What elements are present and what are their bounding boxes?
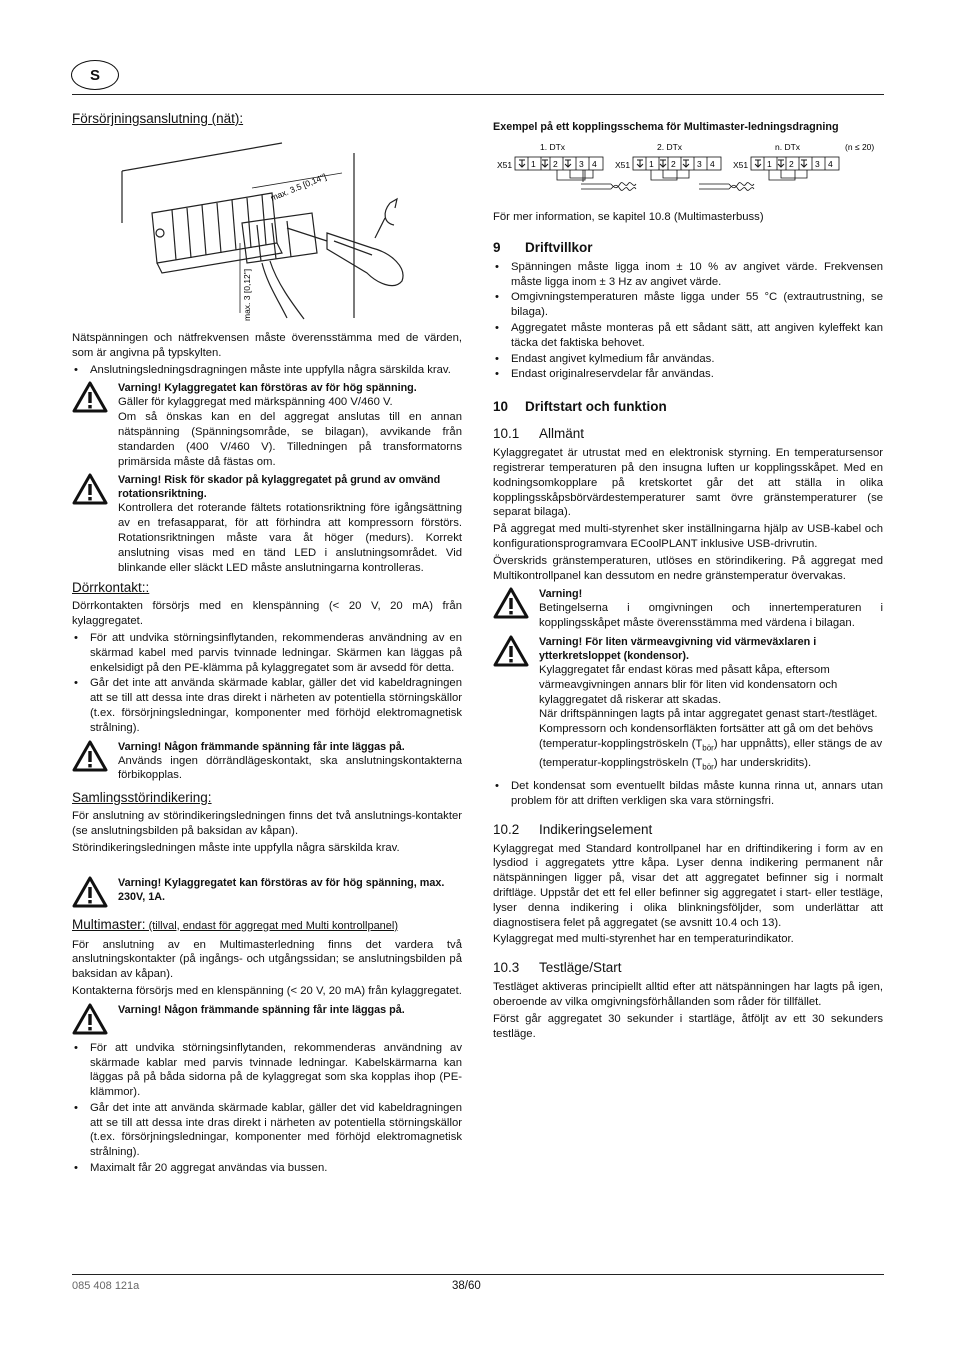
header-rule: [72, 94, 884, 95]
section-10-2-heading: [493, 821, 883, 838]
page-number: 38/60: [452, 1280, 481, 1292]
example-title: Exempel på ett kopplingsschema för Multimaster-ledningsdragning: [493, 121, 839, 133]
list-item: • Endast angivet kylmedium får användas.: [493, 352, 883, 367]
warning-triangle-icon: [493, 587, 529, 619]
section-title: Indikeringselement: [539, 821, 653, 837]
x51-label: X51: [733, 160, 749, 170]
section-number: 10.2: [493, 821, 520, 837]
warning-high-voltage: [72, 381, 462, 469]
power-heading: Försörjningsanslutning (nät):: [72, 111, 244, 126]
warning-triangle-icon: [493, 635, 529, 667]
terminal-figure: [72, 133, 462, 323]
pin-label: 1: [531, 159, 536, 169]
unit-label: 2. DTx: [657, 142, 683, 152]
power-paragraph: Nätspänningen och nätfrekvensen måste överensstämma med de värden, som är angivna på typskylten.: [72, 332, 462, 359]
list-item: • Spänningen måste ligga inom ± 10 % av angivet värde. Frekvensen måste ligga inom ± 3 Hz av angivet värde.: [493, 260, 883, 290]
warning-triangle-icon: [72, 473, 108, 505]
warning-title: Varning! Någon främmande spänning får inte läggas på.: [118, 1003, 405, 1016]
section-title: Driftstart och funktion: [525, 399, 667, 415]
paragraph: Först går aggregatet 30 sekunder i startläge, åtföljt av ett 30 sekunders testläge.: [493, 1012, 883, 1040]
x51-label: X51: [615, 160, 631, 170]
paragraph: Kylaggregatet är utrustat med en elektronisk styrning. En temperatursensor registrerar temperaturen på den insugna luften ur kopplingsskåpet. Med en kodningsomkopplare på kretskortet går det att ställa in olika kopplingsskåpsbörvärdestemperaturer samt övre gränstemperaturer (se separat bilaga).: [493, 447, 883, 519]
pin-label: 1: [649, 159, 654, 169]
multimaster-list: [72, 1041, 462, 1176]
warning-foreign-voltage-2: [72, 1003, 462, 1037]
list-item: • För att undvika störningsinflytanden, rekommenderas användning av en skärmad kabel med parvis tvinnade ledningar. Skärmen kan läggas på enkelsidigt på den PE-klämma på kylaggregatet som är avsedd för detta.: [72, 631, 462, 675]
section-number: 10: [493, 399, 509, 415]
dimension-label-side: max. 3 [0,12"]: [242, 268, 252, 321]
paragraph: Överskrids gränstemperaturen, utlöses en störindikering. På aggregat med Multikontrollpanel kan dessutom en nedre gränstemperatur övervakas.: [493, 554, 883, 582]
warning-text: Om så önskas kan en del aggregat anslutas till en annan nätspänning (Spänningsområde, se bilagan), avvikande från standarden (400 V/460 V). Tilledningen på transformatorns primärsida måste då fästas om.: [118, 411, 462, 468]
unit-label: 1. DTx: [540, 142, 566, 152]
fault-paragraph: För anslutning av störindikeringsledningen finns det två anslutnings-kontakter (se anslutningsbilden på baksidan av kåpan).: [72, 810, 462, 837]
warning-text: [539, 707, 883, 775]
warning-triangle-icon: [72, 740, 108, 772]
warning-triangle-icon: [72, 1003, 108, 1035]
warning-fault-voltage: [72, 876, 462, 910]
warning-text: Kontrollera det roterande fältets rotationsriktning före igångsättning av en trefasapparat, för att förhindra att kompressorn förstörs. Rotationsriktningen måste vara åt höger (medurs). Korrekt anslutning visas med en tänd LED i anslutningsområdet. Vid blinkande eller släckt LED måste anslutningarna kontrolleras.: [118, 502, 462, 574]
list-item: • Maximalt får 20 aggregat användas via bussen.: [72, 1161, 462, 1176]
section-number: 9: [493, 239, 501, 255]
pin-label: 1: [767, 159, 772, 169]
pin-label: 3: [697, 159, 702, 169]
subscript: bör: [702, 762, 714, 772]
section-9-heading: [493, 239, 883, 256]
unit-label: n. DTx: [775, 142, 801, 152]
list-item: • Aggregatet måste monteras på ett sådant sätt, att angiven kyleffekt kan täcka det faktiska behovet.: [493, 321, 883, 351]
section-10-3-heading: [493, 959, 883, 976]
right-column: [493, 120, 883, 1043]
terminal-connection-illustration: [72, 133, 462, 323]
warning-text: Kylaggregatet får endast köras med påsatt kåpa, eftersom värmeavgivningen annars blir för liten vid kondensatorn och kylaggregatet då riskerar att skadas.: [539, 663, 838, 706]
pin-label: 4: [828, 159, 833, 169]
pin-label: 4: [710, 159, 715, 169]
language-badge: S: [71, 60, 119, 90]
x51-label: X51: [497, 160, 513, 170]
door-heading: Dörrkontakt::: [72, 580, 150, 596]
warning-title: Varning! Kylaggregatet kan förstöras av för hög spänning, max. 230V, 1A.: [118, 876, 445, 903]
pin-label: 4: [592, 159, 597, 169]
text-run: När driftspänningen lagts på intar aggregatet genast start-/testläget. Kompressorn och kondensorfläkten fortsätter att gå om det behövs (temperatur-kopplingströskeln (T: [539, 708, 878, 750]
warning-title: Varning! För liten värmeavgivning vid värmeväxlaren i ytterkretsloppet (kondensor).: [539, 635, 817, 662]
left-column: [72, 110, 462, 1178]
warning-text: Används ingen dörrändlägeskontakt, ska anslutningskontakterna förbikopplas.: [118, 754, 462, 782]
multimaster-heading: [72, 916, 462, 935]
subscript: bör: [702, 743, 714, 753]
list-item: • Anslutningsledningsdragningen måste inte uppfylla några särskilda krav.: [72, 363, 462, 378]
warning-title: Varning! Risk för skador på kylaggregatet på grund av omvänd rotationsriktning.: [118, 474, 441, 501]
warning-rotation: [72, 473, 462, 575]
section-10-1-heading: [493, 425, 883, 442]
warning-text: Gäller för kylaggregat med märkspänning 400 V/460 V.: [118, 396, 393, 409]
warning-title: Varning!: [539, 588, 583, 601]
warning-triangle-icon: [72, 876, 108, 908]
list-item: • Går det inte att använda skärmade kablar, gäller det vid kabeldragningen att se till att dessa inte dras direkt i närheten av potentiella störningskällor (t.ex. försörjningsledningar, komponenter med förhöjd elektromagnetisk strålning).: [72, 1101, 462, 1160]
pin-label: 2: [789, 159, 794, 169]
terminal-unit: [733, 157, 839, 180]
multimaster-note: (tillval, endast för aggregat med Multi kontrollpanel): [145, 919, 399, 932]
wiring-diagram: [493, 140, 883, 200]
warning-text: Betingelserna i omgivningen och innertemperaturen i kopplingsskåpet måste överensstämma med värdena i bilagan.: [539, 602, 883, 630]
warning-heat-dissipation: [493, 635, 883, 775]
warning-title: Varning! Kylaggregatet kan förstöras av för hög spänning.: [118, 382, 417, 395]
text-run: ) har underskridits).: [713, 756, 812, 769]
footer-rule: [72, 1274, 884, 1275]
list-item: • Går det inte att använda skärmade kablar, gäller det vid kabeldragningen att se till att dessa inte dras direkt i närheten av potentiella störningskällor (t.ex. försörjningsledningar, komponenter med förhöjd elektromagnetisk strålning).: [72, 676, 462, 735]
paragraph: Kylaggregat med multi-styrenhet har en temperaturindikator.: [493, 933, 794, 946]
section-number: 10.3: [493, 960, 520, 976]
list-item: • För att undvika störningsinflytanden, rekommenderas användning av skärmade kablar med parvis tvinnade ledningar. Kabelskärmarna kan läggas på på båda sidorna på de kylaggregat som ska kopplas ihop (PE-klämmor).: [72, 1041, 462, 1100]
more-info: För mer information, se kapitel 10.8 (Multimasterbuss): [493, 211, 764, 223]
multimaster-paragraph: Kontakterna försörjs med en klenspänning (< 20 V, 20 mA) från kylaggregatet.: [72, 984, 462, 997]
door-list: [72, 631, 462, 736]
section-title: Testläge/Start: [539, 960, 622, 976]
multimaster-diagram: [493, 140, 883, 200]
text-run: ) har uppnåtts), eller stängs de av (temperatur-kopplingströskeln (T: [539, 737, 883, 769]
list-item: • Det kondensat som eventuellt bildas måste kunna rinna ut, annars utan problem för att driften verkligen ska vara störningsfri.: [493, 779, 883, 809]
list-item: • Omgivningstemperaturen måste ligga under 55 °C (extrautrustning, se bilaga).: [493, 290, 883, 320]
warning-foreign-voltage: [72, 740, 462, 784]
dimension-label-top: max. 3.5 [0,14"]: [269, 171, 328, 203]
multimaster-paragraph: För anslutning av en Multimasterledning finns det vardera två anslutningskontakter (på ingångs- och utgångssidan; se anslutningsbilden på baksidan av kåpan).: [72, 938, 462, 981]
list-item: • Endast originalreservdelar får användas.: [493, 367, 883, 382]
condensate-list: [493, 779, 883, 809]
warning-ambient: [493, 587, 883, 631]
warning-triangle-icon: [72, 381, 108, 413]
limit-label: (n ≤ 20): [845, 142, 875, 152]
door-paragraph: Dörrkontakten försörjs med en klenspänning (< 20 V, 20 mA) från kylaggregatet.: [72, 600, 462, 628]
warning-title: Varning! Någon främmande spänning får inte läggas på.: [118, 740, 405, 753]
section-number: 10.1: [493, 426, 520, 442]
power-list: [72, 363, 462, 378]
paragraph: På aggregat med multi-styrenhet sker inställningarna hjälp av USB-kabel och konfigurationsprogramvara ECoolPLANT inklusive USB-drivrutin.: [493, 523, 883, 550]
pin-label: 3: [579, 159, 584, 169]
section-title: Allmänt: [539, 426, 585, 442]
pin-label: 3: [815, 159, 820, 169]
paragraph: Testläget aktiveras principiellt alltid efter att nätspänningen har lagts på igen, oberoende av vilka omgivningsförhållanden som råder för tillfället.: [493, 981, 883, 1008]
section-title: Driftvillkor: [525, 239, 593, 255]
fault-paragraph: Störindikeringsledningen måste inte uppfylla några särskilda krav.: [72, 841, 400, 854]
document-number: 085 408 121a: [72, 1280, 140, 1292]
pin-label: 2: [671, 159, 676, 169]
pin-label: 2: [553, 159, 558, 169]
section-9-list: [493, 260, 883, 382]
section-10-heading: [493, 398, 883, 415]
multimaster-title: Multimaster:: [72, 916, 146, 932]
fault-heading: Samlingsstörindikering:: [72, 790, 212, 806]
paragraph: Kylaggregat med Standard kontrollpanel har en driftindikering i form av en lysdiod i aggregatets yttre kåpa. Lyser denna indikering permanent når nätspänningen ligger på, visar det att aggregatet befinner sig i normalt driftläge. Uppstår det ett fel eller befinner sig aggregatet i start- eller testläge, lyser denna indikering i olika blinkningsföljder, som underlättar att diagnostisera felet på aggregatet (se avsnitt 10.4 och 13).: [493, 842, 883, 929]
